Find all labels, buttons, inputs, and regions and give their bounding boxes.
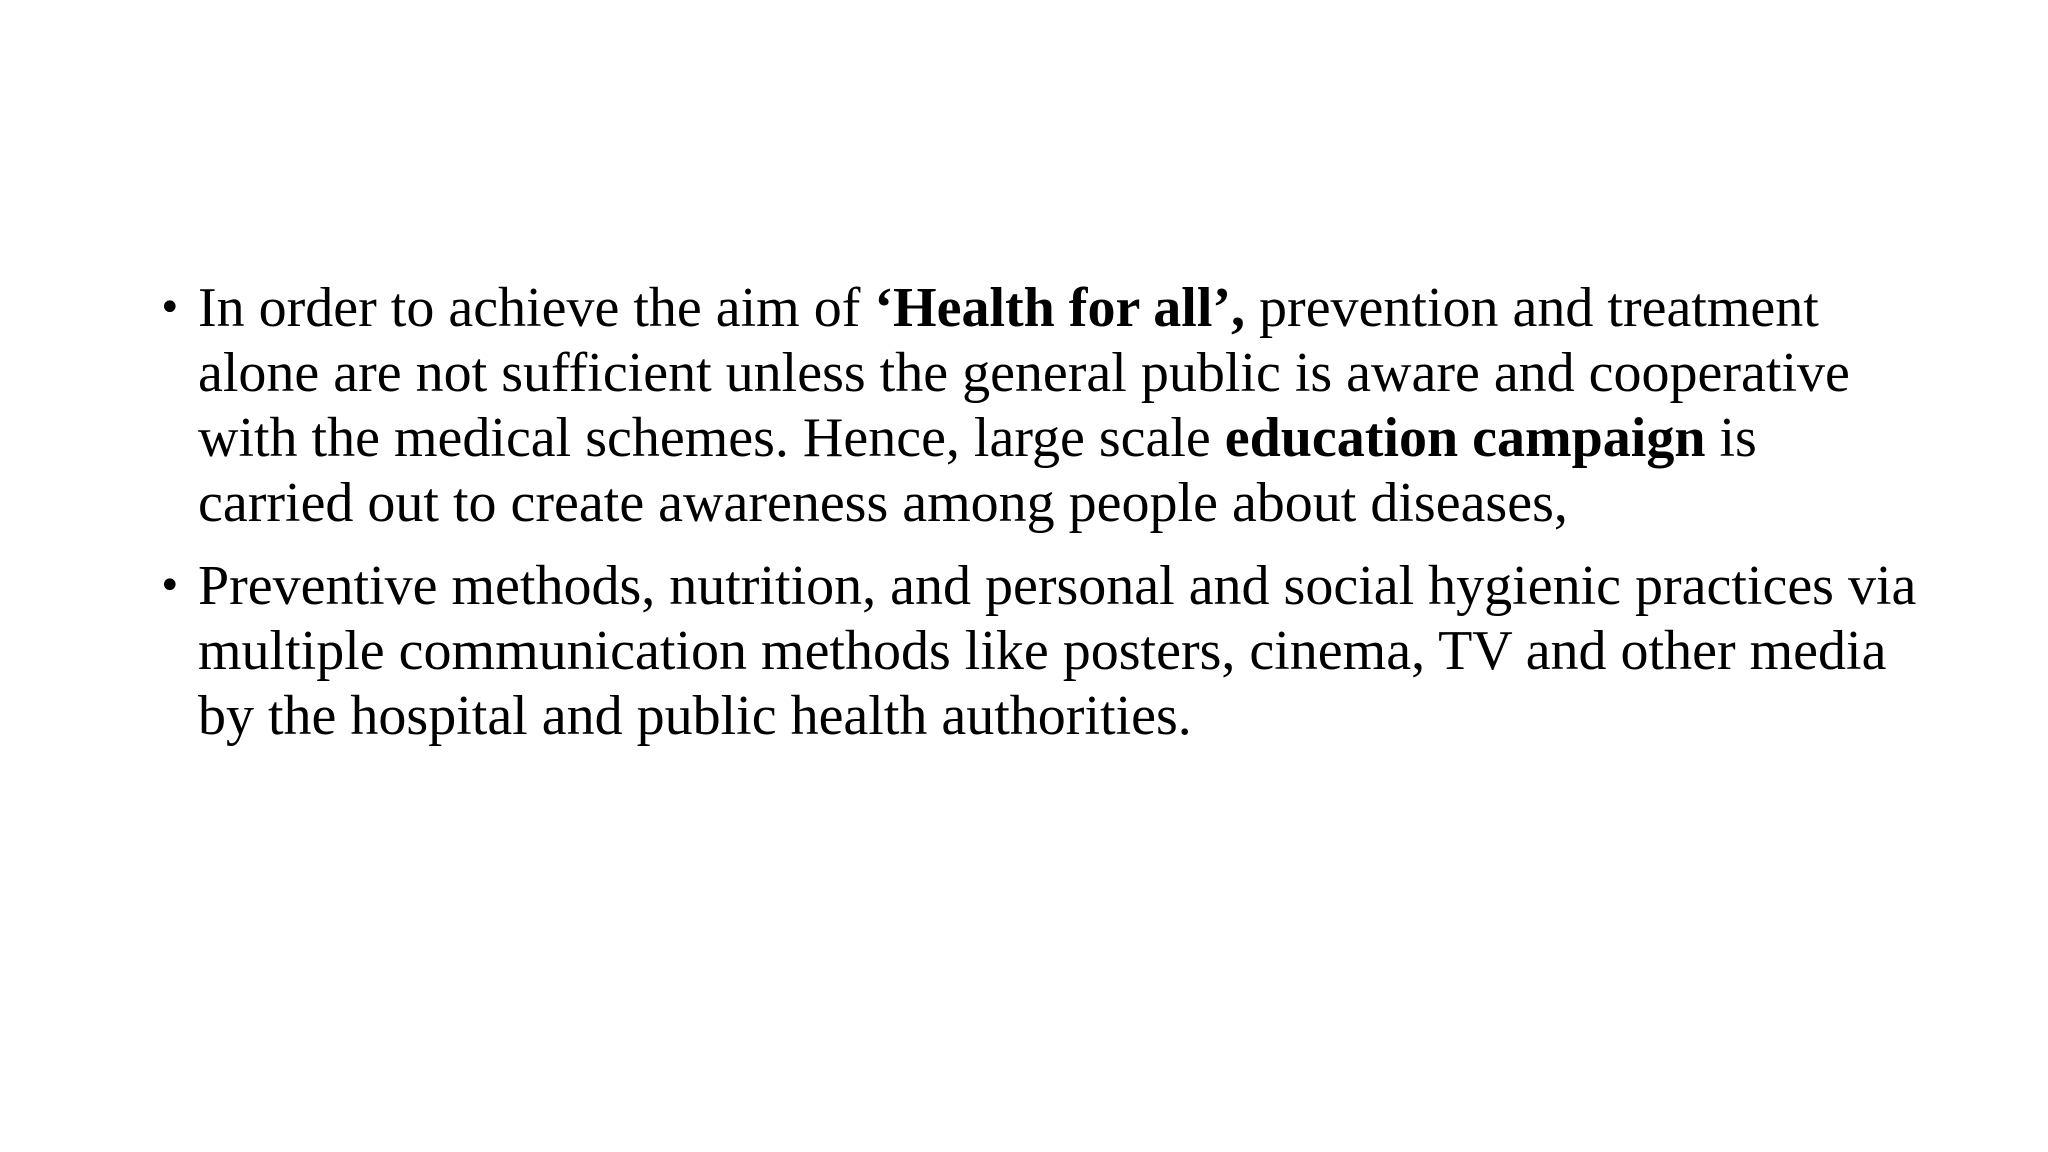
text-segment: is carried out to create awareness among people about diseases, xyxy=(198,407,1757,534)
bold-text-segment: education campaign xyxy=(1224,407,1706,469)
bullet-item-1 xyxy=(160,276,1920,536)
bullet-text xyxy=(198,555,1916,747)
bold-text-segment: ‘Health for all’, xyxy=(874,277,1246,339)
text-segment: Preventive methods, nutrition, and personal and social hygienic practices via multiple communication methods like posters, cinema, TV and other media by the hospital and public health authorities. xyxy=(198,555,1917,747)
bullet-item-2 xyxy=(160,554,1920,749)
bullet-text xyxy=(198,277,1850,534)
bullet-list xyxy=(160,276,1920,767)
bullet-marker: • xyxy=(158,563,182,609)
bullet-marker: • xyxy=(158,285,182,331)
text-segment: prevention and treatment alone are not sufficient unless the general public is aware and cooperative with the medical schemes. Hence, large scale xyxy=(198,277,1850,469)
text-segment: In order to achieve the aim of xyxy=(198,277,875,339)
